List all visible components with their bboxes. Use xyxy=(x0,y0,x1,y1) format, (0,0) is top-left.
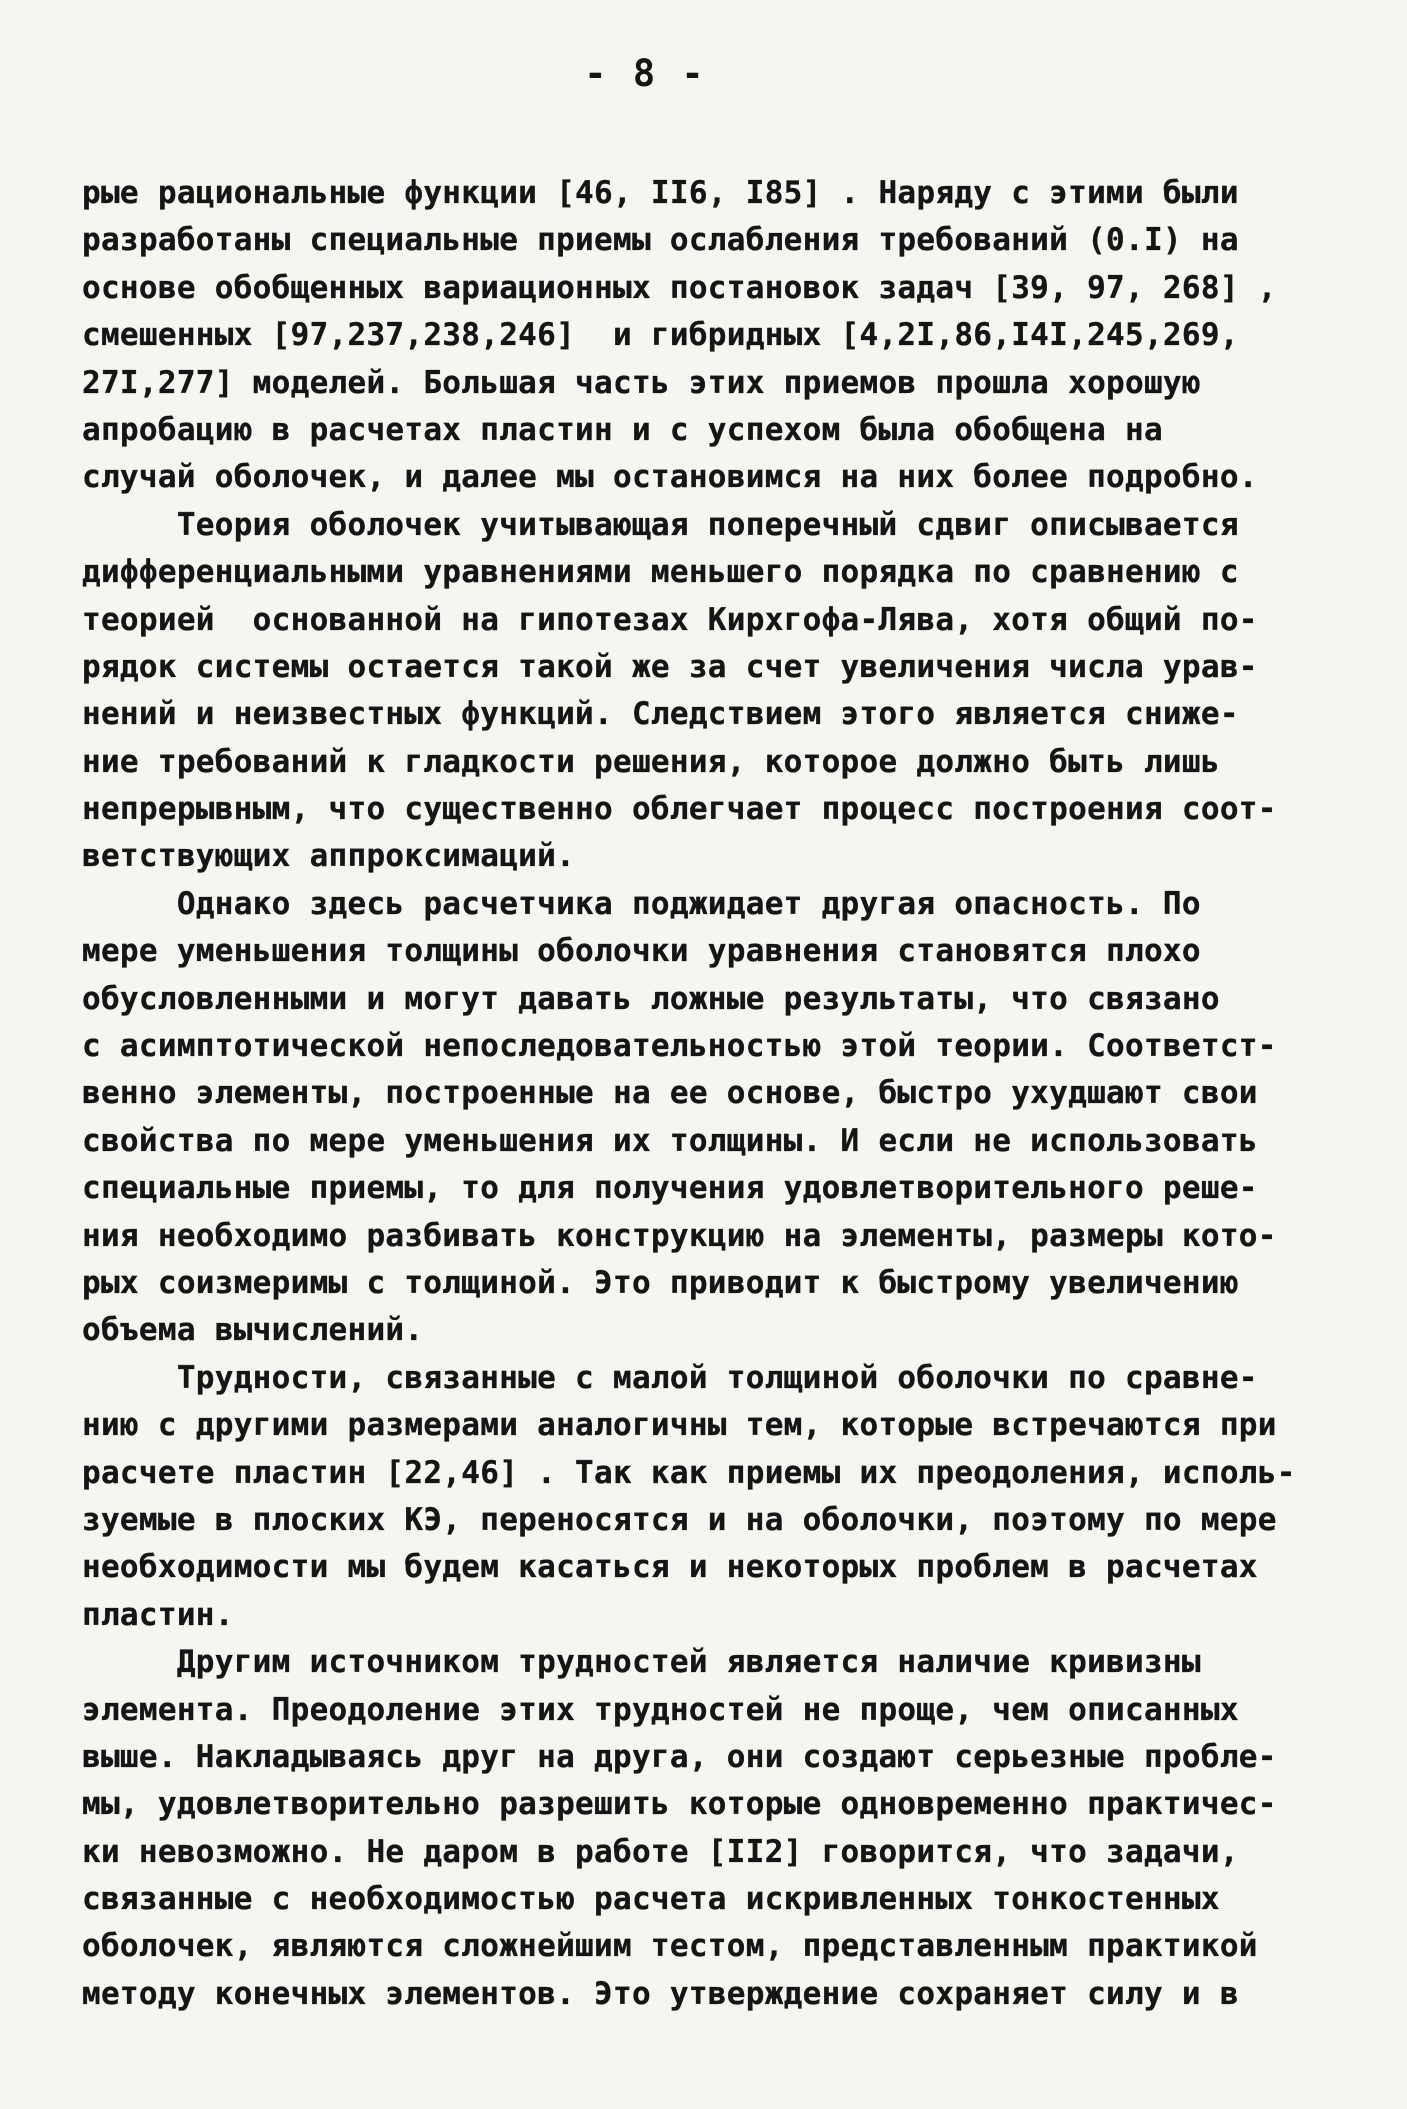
text-line: специальные приемы, то для получения удовлетворительного реше- xyxy=(82,1170,1258,1207)
text-line: объема вычислений. xyxy=(82,1312,424,1349)
text-line: с асимптотической непоследовательностью этой теории. Соответст- xyxy=(82,1028,1277,1065)
page-number: - 8 - xyxy=(584,52,706,95)
text-line: нию с другими размерами аналогичны тем, которые встречаются при xyxy=(82,1407,1277,1444)
text-line: выше. Накладываясь друг на друга, они создают серьезные пробле- xyxy=(82,1738,1277,1775)
text-line: ветствующих аппроксимаций. xyxy=(82,838,576,875)
text-line: основе обобщенных вариационных постановок задач [39, 97, 268] , xyxy=(82,269,1277,306)
text-line: венно элементы, построенные на ее основе, быстро ухудшают свои xyxy=(82,1075,1258,1112)
text-line: ки невозможно. Не даром в работе [II2] говорится, что задачи, xyxy=(82,1833,1239,1870)
text-line: элемента. Преодоление этих трудностей не проще, чем описанных xyxy=(82,1691,1239,1728)
text-line: смешенных [97,237,238,246] и гибридных [4,2I,86,I4I,245,269, xyxy=(82,317,1239,354)
text-line: необходимости мы будем касаться и некоторых проблем в расчетах xyxy=(82,1549,1258,1586)
text-line: непрерывным, что существенно облегчает процесс построения соот- xyxy=(82,791,1277,828)
text-line: пластин. xyxy=(82,1596,234,1633)
text-line: расчете пластин [22,46] . Так как приемы их преодоления, исполь- xyxy=(82,1454,1296,1491)
text-line: рядок системы остается такой же за счет увеличения числа урав- xyxy=(82,648,1258,685)
text-line: Теория оболочек учитывающая поперечный сдвиг описывается xyxy=(82,506,1239,543)
text-line: 27I,277] моделей. Большая часть этих приемов прошла хорошую xyxy=(82,364,1201,401)
text-line: зуемые в плоских КЭ, переносятся и на оболочки, поэтому по мере xyxy=(82,1501,1277,1538)
text-line: ния необходимо разбивать конструкцию на элементы, размеры кото- xyxy=(82,1217,1277,1254)
paragraph-p1 xyxy=(82,170,1342,502)
paragraph-p3 xyxy=(82,881,1342,1355)
text-line: свойства по мере уменьшения их толщины. И если не использовать xyxy=(82,1122,1258,1159)
text-line: мы, удовлетворительно разрешить которые одновременно практичес- xyxy=(82,1786,1277,1823)
text-line: обусловленными и могут давать ложные результаты, что связано xyxy=(82,980,1220,1017)
text-line: апробацию в расчетах пластин и с успехом была обобщена на xyxy=(82,411,1163,448)
text-line: рых соизмеримы с толщиной. Это приводит к быстрому увеличению xyxy=(82,1264,1239,1301)
text-line: Однако здесь расчетчика поджидает другая опасность. По xyxy=(82,885,1201,922)
text-line: дифференциальными уравнениями меньшего порядка по сравнению с xyxy=(82,554,1239,591)
text-line: Другим источником трудностей является наличие кривизны xyxy=(82,1644,1201,1681)
paragraph-p5 xyxy=(82,1639,1342,2018)
body-text xyxy=(82,170,1342,2018)
text-line: связанные с необходимостью расчета искривленных тонкостенных xyxy=(82,1881,1220,1918)
paragraph-p4 xyxy=(82,1355,1342,1639)
paragraph-p2 xyxy=(82,502,1342,881)
text-line: случай оболочек, и далее мы остановимся на них более подробно. xyxy=(82,459,1258,496)
text-line: Трудности, связанные с малой толщиной оболочки по сравне- xyxy=(82,1359,1258,1396)
text-line: теорией основанной на гипотезах Кирхгофа-Лява, хотя общий по- xyxy=(82,601,1258,638)
text-line: нений и неизвестных функций. Следствием этого является сниже- xyxy=(82,696,1239,733)
text-line: мере уменьшения толщины оболочки уравнения становятся плохо xyxy=(82,933,1201,970)
text-line: рые рациональные функции [46, II6, I85] . Наряду с этими были xyxy=(82,175,1239,211)
text-line: оболочек, являются сложнейшим тестом, представленным практикой xyxy=(82,1928,1258,1965)
text-line: ние требований к гладкости решения, которое должно быть лишь xyxy=(82,743,1220,780)
text-line: разработаны специальные приемы ослабления требований (0.I) на xyxy=(82,222,1239,259)
text-line: методу конечных элементов. Это утверждение сохраняет силу и в xyxy=(82,1975,1239,2012)
